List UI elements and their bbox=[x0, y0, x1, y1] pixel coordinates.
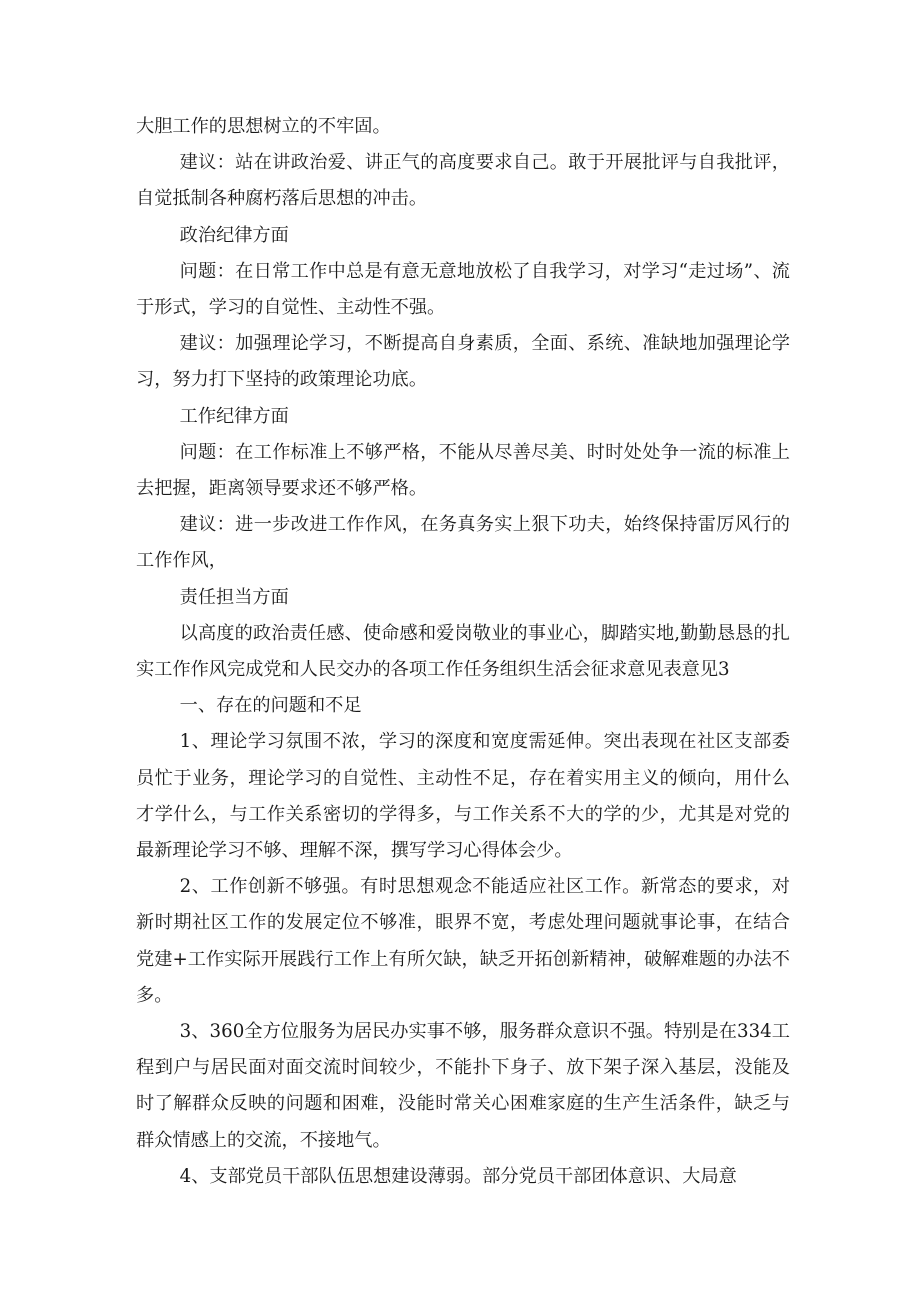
paragraph-problem-4: 4、支部党员干部队伍思想建设薄弱。部分党员干部团体意识、大局意 bbox=[179, 1165, 737, 1187]
document-body bbox=[136, 109, 790, 1195]
paragraph-suggestion-political-integrity: 建议：站在讲政治爱、讲正气的高度要求自己。敢于开展批评与自我批评，自觉抵制各种腐朽落后思想的冲击。 bbox=[136, 152, 790, 210]
paragraph-problem-political-discipline: 问题：在日常工作中总是有意无意地放松了自我学习，对学习“走过场”、流于形式，学习的自觉性、主动性不强。 bbox=[136, 260, 790, 319]
paragraph-suggestion-work-discipline: 建议：进一步改进工作作风，在务真务实上狠下功夫，始终保持雷厉风行的工作作风， bbox=[136, 514, 790, 572]
section-heading-work-discipline: 工作纪律方面 bbox=[179, 405, 289, 427]
paragraph-responsibility: 以高度的政治责任感、使命感和爱岗敬业的事业心，脚踏实地,勤勤恳恳的扎实工作作风完成党和人民交办的各项工作任务组织生活会征求意见表意见3 bbox=[136, 622, 790, 681]
section-heading-responsibility: 责任担当方面 bbox=[179, 586, 289, 608]
paragraph-continuation: 大胆工作的思想树立的不牢固。 bbox=[136, 116, 391, 137]
section-heading-problems: 一、存在的问题和不足 bbox=[179, 695, 362, 717]
paragraph-problem-work-discipline: 问题：在工作标准上不够严格，不能从尽善尽美、时时处处争一流的标准上去把握，距离领导要求还不够严格。 bbox=[136, 441, 790, 500]
paragraph-problem-1: 1、理论学习氛围不浓，学习的深度和宽度需延伸。突出表现在社区支部委员忙于业务，理论学习的自觉性、主动性不足，存在着实用主义的倾向，用什么才学什么，与工作关系密切的学得多，与工作关系不大的学的少，尤其是对党的最新理论学习不够、理解不深，撰写学习心得体会少。 bbox=[136, 731, 790, 862]
paragraph-suggestion-political-discipline: 建议：加强理论学习，不断提高自身素质，全面、系统、准缺地加强理论学习，努力打下坚持的政策理论功底。 bbox=[136, 333, 790, 391]
paragraph-problem-3: 3、360全方位服务为居民办实事不够，服务群众意识不强。特别是在334工程到户与居民面对面交流时间较少，不能扑下身子、放下架子深入基层，没能及时了解群众反映的问题和困难，没能时常关心困难家庭的生产生活条件，缺乏与群众情感上的交流，不接地气。 bbox=[136, 1021, 790, 1151]
paragraph-problem-2: 2、工作创新不够强。有时思想观念不能适应社区工作。新常态的要求，对新时期社区工作的发展定位不够准，眼界不宽，考虑处理问题就事论事，在结合党建+工作实际开展践行工作上有所欠缺，缺乏开拓创新精神，破解难题的办法不多。 bbox=[136, 876, 790, 1006]
section-heading-political-discipline: 政治纪律方面 bbox=[179, 224, 289, 246]
